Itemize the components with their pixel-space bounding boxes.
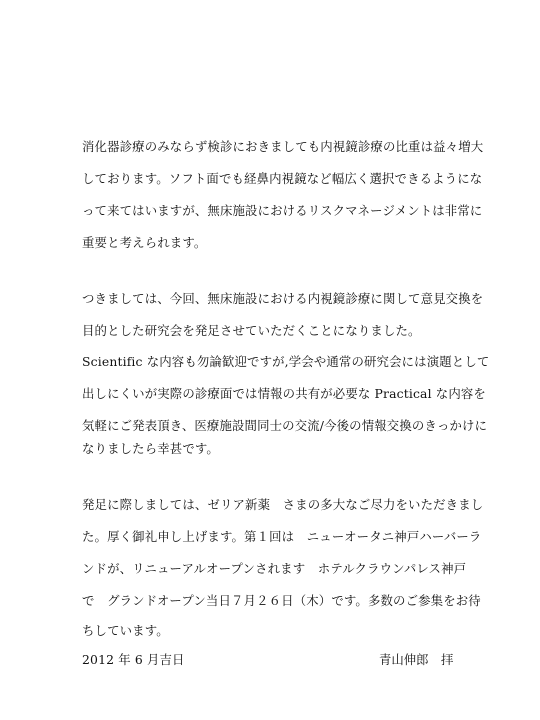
paragraph-4-line-4: で グランドオープン当日７月２６日（木）です。多数のご参集をお待: [82, 593, 481, 608]
paragraph-3-line-3: 気軽にご発表頂き、医療施設間同士の交流/今後の情報交換のきっかけに: [82, 418, 488, 433]
paragraph-1-line-1: 消化器診療のみならず検診におきましても内視鏡診療の比重は益々増大: [82, 139, 484, 154]
paragraph-2-line-1: つきましては、今回、無床施設における内視鏡診療に関して意見交換を: [82, 291, 484, 306]
paragraph-1-line-4: 重要と考えられます。: [82, 235, 207, 250]
letter-date: 2012 年 6 月吉日: [82, 652, 185, 667]
paragraph-2-line-2: 目的とした研究会を発足させていただくことになりました。: [82, 323, 421, 338]
paragraph-3-line-4: なりましたら幸甚です。: [82, 441, 219, 456]
paragraph-4-line-1: 発足に際しましては、ゼリア新薬 さまの多大なご尽力をいただきまし: [82, 497, 484, 512]
paragraph-4-line-2: た。厚く御礼申し上げます。第１回は ニューオータニ神戸ハーバーラ: [82, 529, 482, 544]
paragraph-4-line-3: ンドが、リニューアルオープンされます ホテルクラウンパレス神戸: [82, 561, 467, 576]
letter-signature: 青山伸郎 拝: [379, 652, 454, 667]
paragraph-1-line-3: って来てはいますが、無床施設におけるリスクマネージメントは非常に: [82, 203, 483, 218]
paragraph-3-line-1: Scientific な内容も勿論歓迎ですが,学会や通常の研究会には演題として: [82, 354, 490, 369]
paragraph-4-line-5: ちしています。: [82, 623, 169, 638]
paragraph-1-line-2: しております。ソフト面でも経鼻内視鏡など幅広く選択できるようにな: [82, 171, 483, 186]
paragraph-3-line-2: 出しにくいが実際の診療面では情報の共有が必要な Practical な内容を: [82, 386, 486, 401]
